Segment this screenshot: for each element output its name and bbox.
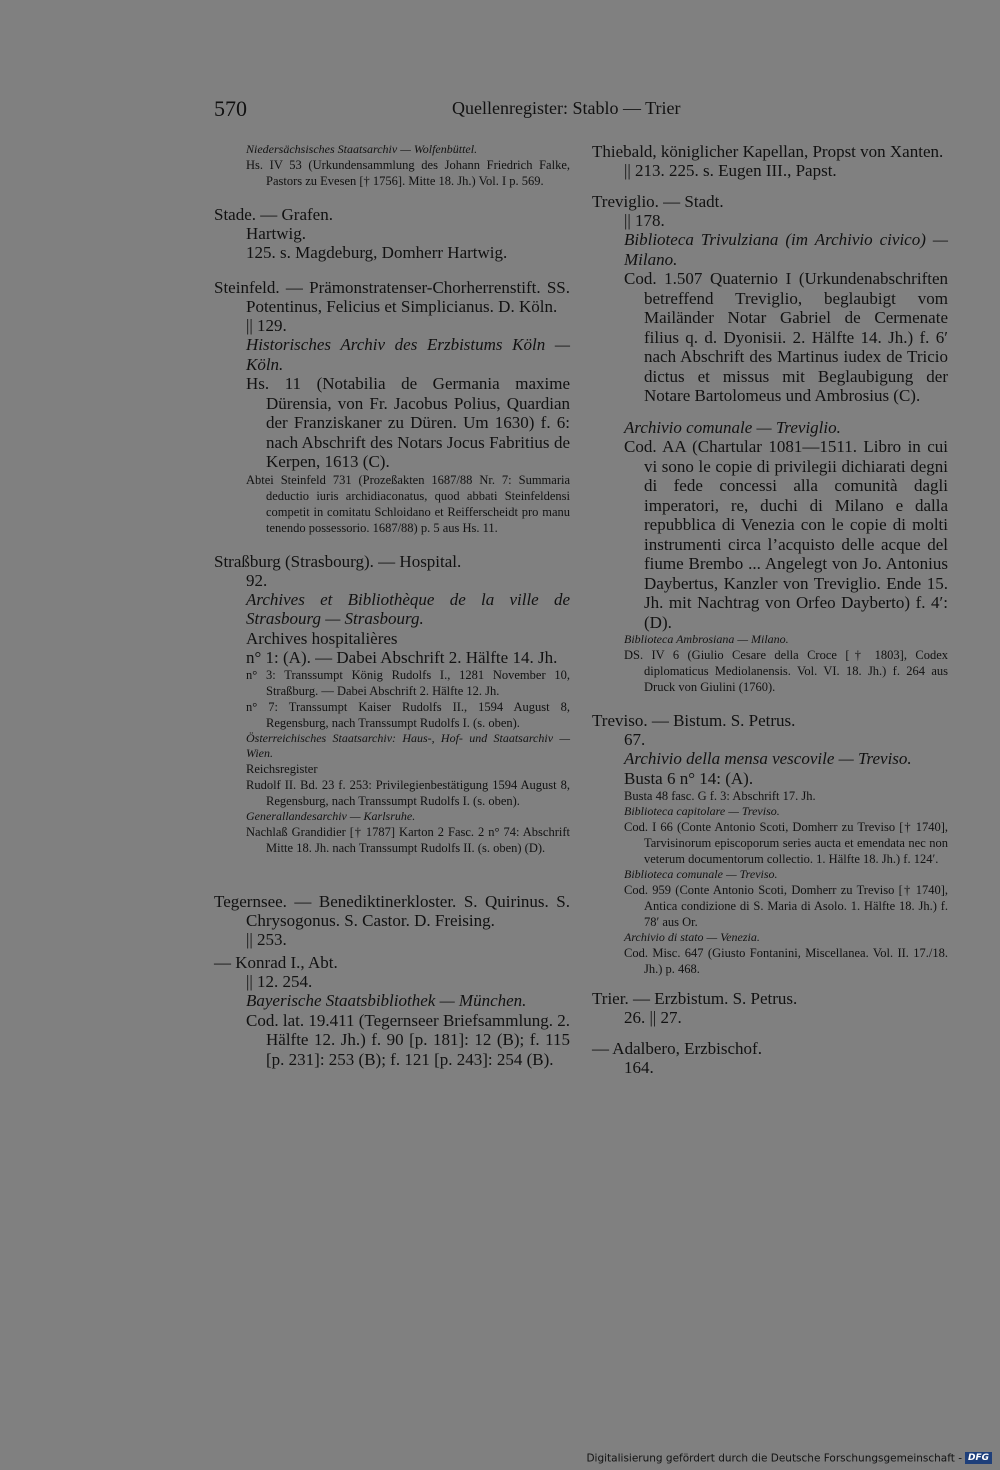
- entry-heading: Treviso. — Bistum. S. Petrus.: [592, 711, 796, 730]
- source-text: Cod. 1.507 Quaternio I (Urkundenabschriften betreffend Treviglio, beglaubigt vom Mailänder Notar Gabriel de Cermenate filius q. d. Dyonisii. 2. Hälfte 14. Jh.) f. 6′ nach Abschrift des Martinus iudex de Tricio dictus et missus mit Beglaubigung der Notare Bartolomeus und Ambrosius (C).: [624, 269, 948, 405]
- right-column: [592, 142, 948, 1077]
- entry-heading: Trier. — Erzbistum. S. Petrus.: [592, 989, 798, 1008]
- entry-reference: Archives hospitalières: [246, 628, 398, 648]
- archive-name-small: Archivio di stato — Venezia.: [624, 930, 760, 944]
- archive-name-small: Österreichisches Staatsarchiv: Haus-, Hof- und Staatsarchiv — Wien.: [246, 731, 570, 760]
- source-text-small: n° 7: Transsumpt Kaiser Rudolfs II., 1594 August 8, Regensburg, nach Transsumpt Rudolfs I. (s. oben).: [246, 700, 570, 730]
- archive-name-small: Biblioteca Ambrosiana — Milano.: [624, 632, 789, 646]
- source-text: Hs. 11 (Notabilia de Germania maxime Dürensia, von Fr. Jacobus Polius, Quardian der Franziskaner zu Düren. Um 1630) f. 6: nach Abschrift des Notars Jocus Fabritius de Kerpen, 1613 (C).: [246, 374, 570, 471]
- entry-reference: || 178.: [624, 211, 665, 230]
- source-text-small: Cod. 959 (Conte Antonio Scoti, Domherr zu Treviso [† 1740], Antica condizione di S. Maria di Asolo. 1. Hälfte 18. Jh.) f. 78′ aus Or.: [624, 883, 948, 929]
- source-text-small: Cod. Misc. 647 (Giusto Fontanini, Miscellanea. Vol. II. 17./18. Jh.) p. 468.: [624, 946, 948, 976]
- source-text: Cod. lat. 19.411 (Tegernseer Briefsammlung. 2. Hälfte 12. Jh.) f. 90 [p. 181]: 12 (B); f. 115 [p. 231]: 253 (B); f. 121 [p. 243]: 254 (B).: [246, 1010, 570, 1069]
- archive-name: Biblioteca Trivulziana (im Archivio civico) — Milano.: [624, 230, 948, 269]
- entry-heading: Tegernsee. — Benediktinerkloster. S. Quirinus. S. Chrysogonus. S. Castor. D. Freising.: [214, 892, 570, 930]
- entry-heading: Thiebald, königlicher Kapellan, Propst von Xanten.: [592, 142, 944, 161]
- source-text: n° 1: (A). — Dabei Abschrift 2. Hälfte 14. Jh.: [246, 647, 558, 667]
- entry-heading: — Adalbero, Erzbischof.: [592, 1039, 762, 1058]
- dfg-logo: DFG: [965, 1452, 992, 1464]
- archive-name: Archivio della mensa vescovile — Treviso.: [624, 749, 912, 768]
- entry-reference: 164.: [624, 1058, 654, 1077]
- entry-reference: Hartwig.: [246, 224, 306, 243]
- archive-name-small: Biblioteca comunale — Treviso.: [624, 867, 778, 881]
- source-text-small: Reichsregister: [246, 762, 318, 776]
- entry-heading: Steinfeld. — Prämonstratenser-Chorherrenstift. SS. Potentinus, Felicius et Simplicianus. D. Köln.: [214, 278, 570, 316]
- entry-reference: || 129.: [246, 316, 287, 335]
- source-text-small: Abtei Steinfeld 731 (Prozeßakten 1687/88 Nr. 7: Summaria deductio iuris archidiaconatus, quod abbati Steinfeldensi competit in comitatu Schloidano et Reifferscheidt pro manu tenendo possessorio. 1687/88) p. 5 aus Hs. 11.: [246, 472, 570, 535]
- entry-heading: Stade. — Grafen.: [214, 205, 333, 224]
- archive-name-small: Generallandesarchiv — Karlsruhe.: [246, 809, 416, 823]
- source-text: Cod. AA (Chartular 1081—1511. Libro in cui vi sono le copie di privilegii dichiarati degni di fede concessi alla comunità dagli imperatori, re, duchi di Milano e dalla repubblica di Venezia con le copie di molti instrumenti circa l’acquisto delle acque del fiume Brembo ... Angelegt von Jo. Antonius Daybertus, Kanzler von Treviglio. Ende 15. Jh. mit Nachtrag von Orfeo Dayberto) f. 4′: (D).: [624, 437, 948, 632]
- source-text-small: Rudolf II. Bd. 23 f. 253: Privilegienbestätigung 1594 August 8, Regensburg, nach Transsumpt Rudolfs I. (s. oben).: [246, 778, 570, 808]
- entry-heading: — Konrad I., Abt.: [214, 953, 338, 972]
- archive-name-small: Biblioteca capitolare — Treviso.: [624, 804, 780, 818]
- source-text-small: Hs. IV 53 (Urkundensammlung des Johann Friedrich Falke, Pastors zu Evesen [† 1756]. Mitte 18. Jh.) Vol. I p. 569.: [246, 158, 570, 188]
- source-text: Busta 6 n° 14: (A).: [624, 768, 754, 788]
- entry-heading: Treviglio. — Stadt.: [592, 192, 724, 211]
- footer-credit: [586, 1449, 992, 1465]
- source-text-small: n° 3: Transsumpt König Rudolfs I., 1281 November 10, Straßburg. — Dabei Abschrift 2. Hälfte 12. Jh.: [246, 668, 570, 698]
- entry-reference: || 12. 254.: [246, 972, 313, 991]
- left-column: [214, 142, 570, 1069]
- archive-name: Archives et Bibliothèque de la ville de Strasbourg — Strasbourg.: [246, 589, 570, 628]
- source-text-small: DS. IV 6 (Giulio Cesare della Croce [† 1803], Codex diplomaticus Mediolanensis. Vol. VI. 18. Jh.) f. 264 aus Druck von Giulini (1760).: [624, 648, 948, 694]
- source-text-small: Nachlaß Grandidier [† 1787] Karton 2 Fasc. 2 n° 74: Abschrift Mitte 18. Jh. nach Transsumpt Rudolfs II. (s. oben) (D).: [246, 825, 570, 855]
- entry-reference: 125. s. Magdeburg, Domherr Hartwig.: [246, 243, 508, 262]
- archive-name: Archivio comunale — Treviglio.: [624, 417, 841, 437]
- page-number: 570: [214, 96, 247, 121]
- page-header: [214, 96, 974, 122]
- entry-reference: || 213. 225. s. Eugen III., Papst.: [624, 161, 837, 180]
- entry-heading: Straßburg (Strasbourg). — Hospital.: [214, 551, 462, 571]
- entry-reference: 92.: [246, 570, 268, 590]
- entry-reference: || 253.: [246, 930, 287, 949]
- archive-name: Bayerische Staatsbibliothek — München.: [246, 991, 527, 1010]
- source-text-small: Cod. I 66 (Conte Antonio Scoti, Domherr zu Treviso [† 1740], Tarvisinorum episcoporum series aucta et emendata nec non veterum documentorum collectio. 1. Hälfte 18. Jh.) f. 124′.: [624, 820, 948, 866]
- entry-reference: 26. || 27.: [624, 1008, 682, 1027]
- footer-credit-text: Digitalisierung gefördert durch die Deutsche Forschungsgemeinschaft -: [586, 1452, 962, 1465]
- source-text-small: Busta 48 fasc. G f. 3: Abschrift 17. Jh.: [624, 789, 816, 803]
- entry-reference: 67.: [624, 730, 646, 749]
- archive-name-small: Niedersächsisches Staatsarchiv — Wolfenbüttel.: [246, 142, 478, 156]
- archive-name: Historisches Archiv des Erzbistums Köln — Köln.: [246, 335, 570, 374]
- running-title: Quellenregister: Stablo — Trier: [452, 98, 681, 118]
